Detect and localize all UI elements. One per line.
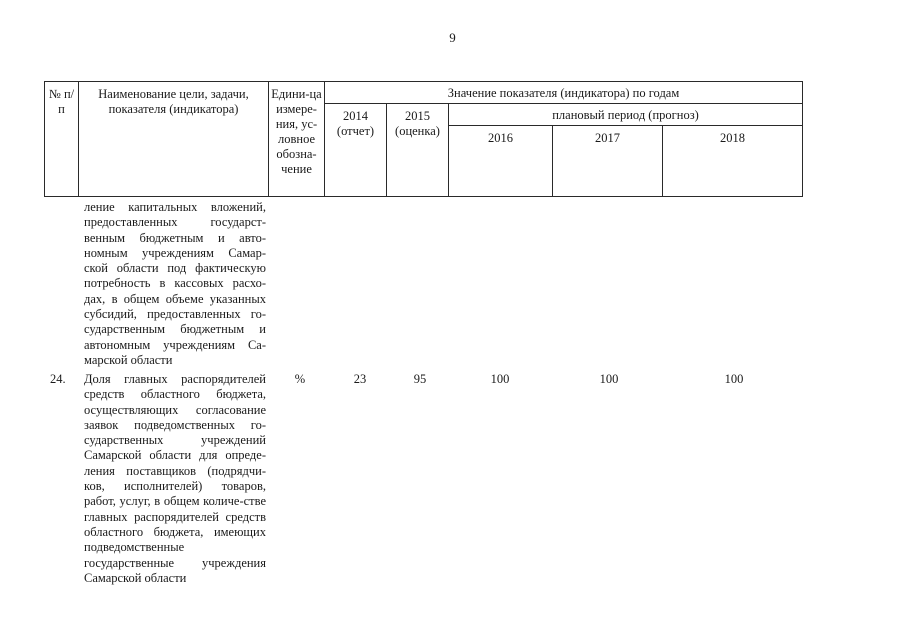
row-value-2015: 95 (413, 372, 427, 386)
row-value-2018: 100 (724, 372, 744, 386)
header-year-2016: 2016 (449, 126, 553, 197)
row-unit: % (294, 372, 306, 386)
header-col-values: Значение показателя (индикатора) по годам (325, 82, 803, 104)
row-value-2017: 100 (599, 372, 619, 386)
header-col-unit: Едини-ца измере-ния, ус-ловное обозна-чение (269, 82, 325, 197)
header-year-2014: 2014 (отчет) (325, 104, 387, 197)
header-col-number: № п/п (45, 82, 79, 197)
header-col-name: Наименование цели, задачи, показателя (индикатора) (79, 82, 269, 197)
row-number: 24. (50, 372, 66, 386)
header-year-2017: 2017 (553, 126, 663, 197)
header-planned-period: плановый период (прогноз) (449, 104, 803, 126)
header-year-2015: 2015 (оценка) (387, 104, 449, 197)
header-year-2018: 2018 (663, 126, 803, 197)
table-header (44, 81, 803, 197)
row-name-continuation: ление капитальных вложений, предоставленных государст-венным бюджетным и авто-номным учреждениям Самар-ской области под фактическую потребность в кассовых расхо-дах, в общем объеме указанных субсидий, предоставленных го-сударственным бюджетным и автономным учреждениям Са-марской области (84, 200, 266, 367)
row-value-2014: 23 (353, 372, 367, 386)
row-value-2016: 100 (490, 372, 510, 386)
row-name: Доля главных распорядителей средств областного бюджета, осуществляющих согласование заявок подведомственных го-сударственных учреждений Самарской области для опреде-ления поставщиков (подрядчи-ков, исполнителей) товаров, работ, услуг, в общем количе-стве главных распорядителей средств областного бюджета, имеющих подведомственные государственные учреждения Самарской области (84, 372, 266, 585)
page-number: 9 (449, 30, 456, 45)
